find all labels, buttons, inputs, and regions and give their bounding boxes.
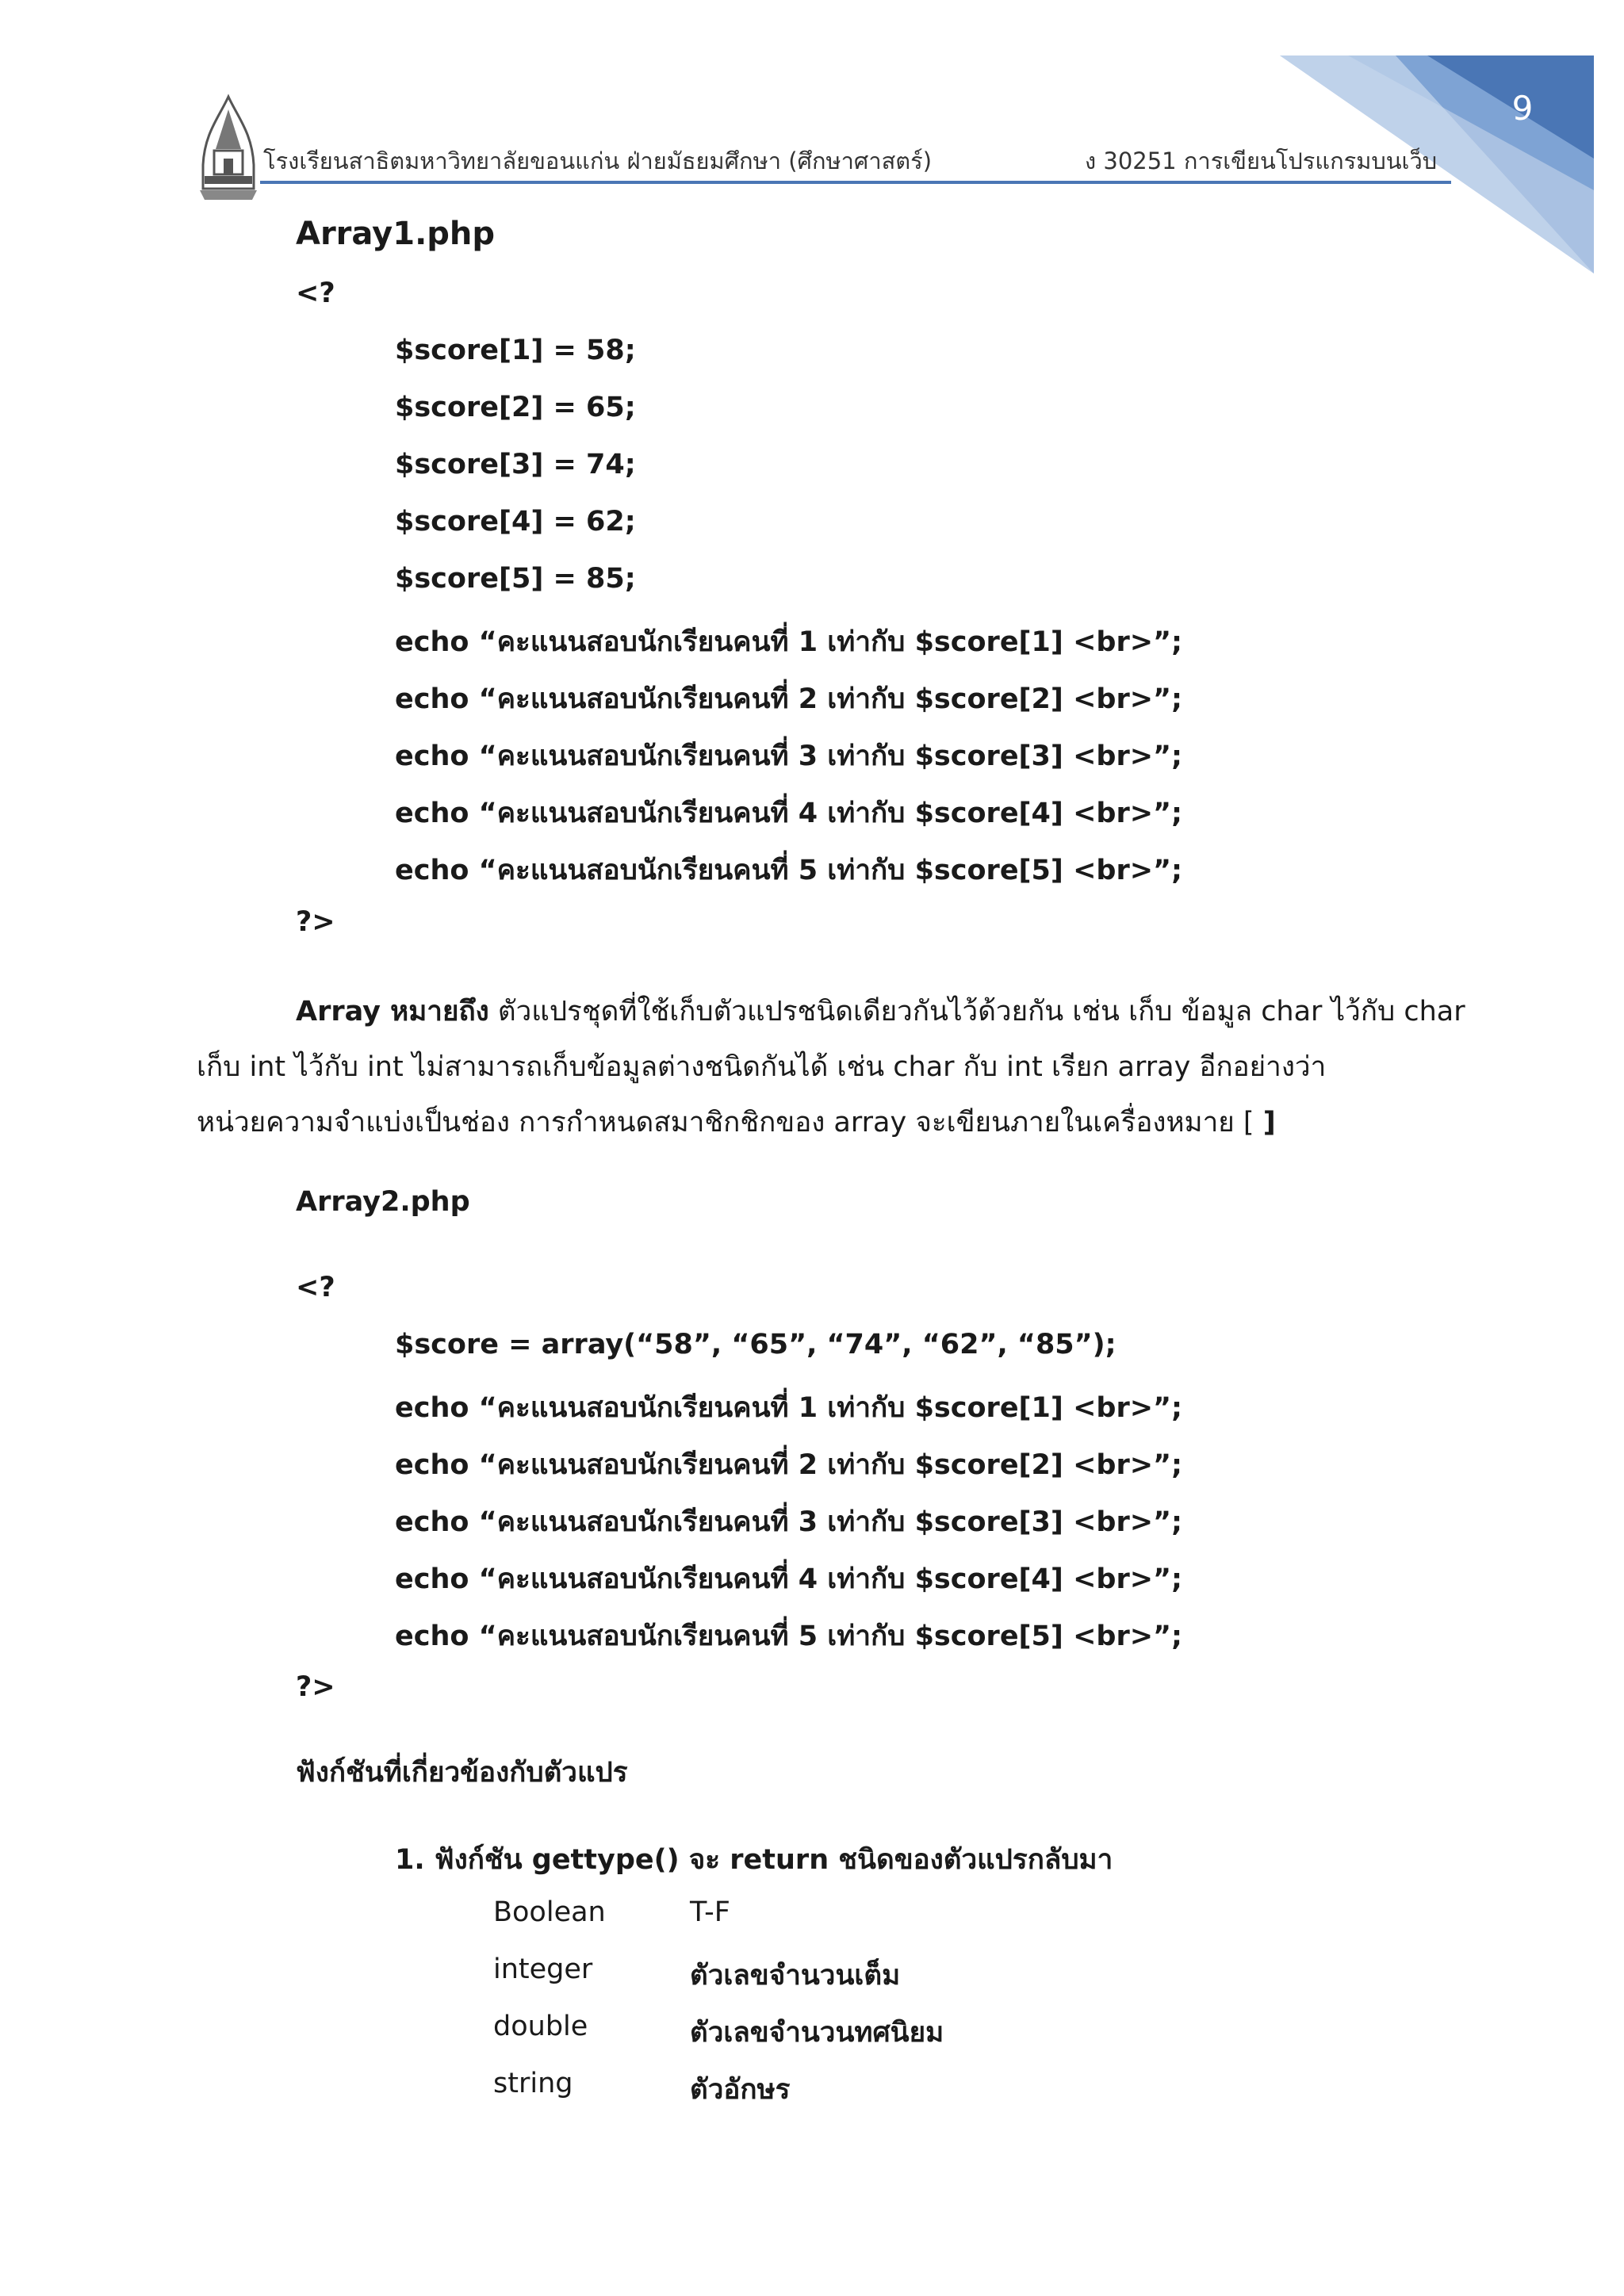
array2-code-line: echo “คะแนนสอบนักเรียนคนที่ 4 เท่ากับ $score[4] <br>”; xyxy=(395,1563,1183,1595)
function-item-gettype: 1. ฟังก์ชัน gettype() จะ return ชนิดของตัวแปรกลับมา xyxy=(395,1844,1113,1876)
array1-code-line: echo “คะแนนสอบนักเรียนคนที่ 5 เท่ากับ $score[5] <br>”; xyxy=(395,855,1183,886)
array1-title: Array1.php xyxy=(296,216,496,252)
array1-code-line: echo “คะแนนสอบนักเรียนคนที่ 4 เท่ากับ $score[4] <br>”; xyxy=(395,798,1183,829)
definition-line-2: เก็บ int ไว้กับ int ไม่สามารถเก็บข้อมูลต่างชนิดกันได้ เช่น char กับ int เรียก array อีกอย่างว่า xyxy=(197,1051,1327,1083)
array1-code-line: $score[5] = 85; xyxy=(395,563,636,595)
type-description: T-F xyxy=(690,1896,730,1928)
array2-close-tag: ?> xyxy=(296,1671,335,1703)
header-school-name: โรงเรียนสาธิตมหาวิทยาลัยขอนแก่น ฝ่ายมัธยมศึกษา (ศึกษาศาสตร์) xyxy=(263,147,933,174)
array2-code-line: echo “คะแนนสอบนักเรียนคนที่ 1 เท่ากับ $score[1] <br>”; xyxy=(395,1392,1183,1424)
school-logo xyxy=(197,94,260,205)
definition-line-1: Array หมายถึง ตัวแปรชุดที่ใช้เก็บตัวแปรชนิดเดียวกันไว้ด้วยกัน เช่น เก็บ ข้อมูล char ไว้กับ char xyxy=(296,996,1465,1027)
header-rule xyxy=(260,181,1451,184)
type-name: double xyxy=(493,2011,588,2042)
page-number: 9 xyxy=(1511,89,1534,128)
type-description: ตัวเลขจำนวนเต็ม xyxy=(690,1960,901,1992)
type-description: ตัวเลขจำนวนทศนิยม xyxy=(690,2017,944,2049)
definition-line-3: หน่วยความจำแบ่งเป็นช่อง การกำหนดสมาชิกชิกของ array จะเขียนภายในเครื่องหมาย [ ] xyxy=(197,1107,1276,1138)
array2-code-line: echo “คะแนนสอบนักเรียนคนที่ 5 เท่ากับ $score[5] <br>”; xyxy=(395,1621,1183,1652)
array2-code-line: echo “คะแนนสอบนักเรียนคนที่ 2 เท่ากับ $score[2] <br>”; xyxy=(395,1449,1183,1481)
array2-code-line: echo “คะแนนสอบนักเรียนคนที่ 3 เท่ากับ $score[3] <br>”; xyxy=(395,1506,1183,1538)
array1-close-tag: ?> xyxy=(296,906,335,938)
array1-code-line: echo “คะแนนสอบนักเรียนคนที่ 2 เท่ากับ $score[2] <br>”; xyxy=(395,683,1183,715)
array1-code-line: echo “คะแนนสอบนักเรียนคนที่ 1 เท่ากับ $score[1] <br>”; xyxy=(395,626,1183,658)
array2-open-tag: <? xyxy=(296,1272,335,1303)
type-name: Boolean xyxy=(493,1896,606,1928)
definition-term: Array หมายถึง xyxy=(296,996,489,1027)
array2-code-line: $score = array(“58”, “65”, “74”, “62”, “85”); xyxy=(395,1329,1116,1360)
array1-code-line: echo “คะแนนสอบนักเรียนคนที่ 3 เท่ากับ $score[3] <br>”; xyxy=(395,740,1183,772)
header-course-name: ง 30251 การเขียนโปรแกรมบนเว็บ xyxy=(1085,147,1438,174)
array1-code-line: $score[1] = 58; xyxy=(395,335,636,366)
type-description: ตัวอักษร xyxy=(690,2074,791,2106)
functions-heading: ฟังก์ชันที่เกี่ยวข้องกับตัวแปร xyxy=(296,1757,628,1789)
type-name: integer xyxy=(493,1954,593,1985)
array1-open-tag: <? xyxy=(296,277,335,309)
array1-code-line: $score[2] = 65; xyxy=(395,392,636,423)
type-name: string xyxy=(493,2068,573,2099)
array1-code-line: $score[3] = 74; xyxy=(395,449,636,480)
array2-title: Array2.php xyxy=(296,1186,470,1218)
array1-code-line: $score[4] = 62; xyxy=(395,506,636,538)
